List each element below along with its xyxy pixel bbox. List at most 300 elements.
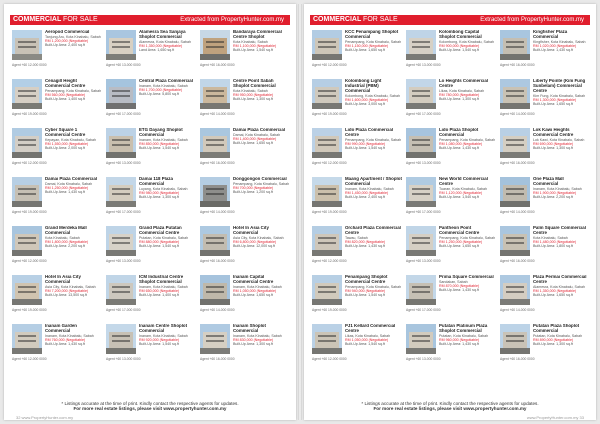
listing-title[interactable]: Inanam Garden Commercial: [45, 324, 77, 333]
listing-info: [345, 128, 402, 150]
listing-price: RM 850,000 (Negotiable): [139, 142, 180, 147]
listing-contact: Agent +60 17-000 0000: [406, 308, 441, 312]
listing-title[interactable]: Orchard Plaza Commercial Centre: [345, 226, 401, 235]
listing-title[interactable]: Plaza Permai Commercial Centre: [533, 275, 587, 284]
photo-window-row: [412, 335, 430, 337]
photo-ground: [500, 152, 530, 158]
listing-card[interactable]: [106, 29, 196, 77]
property-photo[interactable]: [406, 128, 436, 158]
listing-location: Inanam, Kota Kinabalu, Sabah: [45, 333, 94, 338]
listing-size: Built-Up Area: 1,540 sq.ft: [439, 195, 479, 200]
photo-window-row: [318, 291, 336, 293]
property-photo[interactable]: [200, 79, 230, 109]
photo-window-row: [506, 335, 524, 337]
property-photo[interactable]: [406, 30, 436, 60]
listing-price: RM 820,000 (Negotiable): [345, 240, 386, 245]
listing-title[interactable]: Lido Plaza Shoplot Commercial: [439, 128, 479, 137]
photo-window-row: [318, 41, 336, 43]
listing-price: RM 960,000 (Negotiable): [439, 338, 480, 343]
listing-location: Kepayan, Kota Kinabalu, Sabah: [45, 137, 96, 142]
listing-info: [233, 177, 290, 195]
listing-location: Kota Kinabalu, Sabah: [233, 39, 268, 44]
listing-title[interactable]: Penampang Shoplot Commercial Centre: [345, 275, 388, 284]
photo-ground: [12, 299, 42, 305]
property-photo[interactable]: [12, 324, 42, 354]
listing-info: [345, 177, 402, 199]
photo-ground: [12, 152, 42, 158]
property-photo[interactable]: [406, 79, 436, 109]
listing-contact: Agent +60 17-000 0000: [106, 308, 141, 312]
listing-card[interactable]: [106, 274, 196, 322]
listing-card[interactable]: [406, 78, 496, 126]
listing-contact: Agent +60 13-000 0000: [106, 259, 141, 263]
photo-ground: [312, 250, 342, 256]
listing-card[interactable]: [406, 274, 496, 322]
listing-contact: Agent +60 12-000 0000: [312, 161, 347, 165]
property-photo[interactable]: [500, 275, 530, 305]
listing-location: Kota Kinabalu, Sabah: [45, 235, 80, 240]
listing-card[interactable]: [500, 225, 590, 273]
right-page: [304, 4, 596, 420]
listing-card[interactable]: [406, 176, 496, 224]
listing-card[interactable]: [200, 127, 290, 175]
listing-location: Kota Kinabalu, Sabah: [233, 88, 268, 93]
property-photo[interactable]: [312, 324, 342, 354]
listing-price: RM 1,200,000 (Negotiable): [45, 39, 89, 44]
listing-price: RM 920,000 (Negotiable): [139, 338, 180, 343]
listing-card[interactable]: [500, 127, 590, 175]
listing-title[interactable]: Lido Plaza Commercial Centre: [345, 128, 394, 137]
listing-size: Built-Up Area: 1,540 sq.ft: [345, 342, 385, 347]
listing-size: Built-Up Area: 12,000 sq.ft: [233, 244, 275, 249]
listing-title[interactable]: Liberty Pointe (Kim Fung Sunbelam) Commercial Centre: [533, 79, 586, 93]
photo-window-row: [318, 46, 336, 48]
photo-ground: [200, 54, 230, 60]
listing-title[interactable]: Inanam Centre Shoplot Commercial: [139, 324, 188, 333]
listing-price: RM 560,000 (Negotiable): [45, 93, 86, 98]
property-photo[interactable]: [312, 128, 342, 158]
listing-title[interactable]: Hotel In Asia City Commercial: [233, 226, 269, 235]
listing-location: Kota Kinabalu, Sabah: [533, 235, 568, 240]
photo-ground: [406, 201, 436, 207]
photo-window-row: [112, 286, 130, 288]
property-photo[interactable]: [12, 128, 42, 158]
listing-price: RM 1,080,000 (Negotiable): [439, 142, 483, 147]
listing-contact: Agent +60 16-000 0000: [500, 259, 535, 263]
photo-window-row: [506, 286, 524, 288]
photo-window-row: [18, 340, 36, 342]
property-photo[interactable]: [500, 30, 530, 60]
listing-size: Built-Up Area: 1,300 sq.ft: [533, 342, 573, 347]
property-photo[interactable]: [500, 177, 530, 207]
listing-contact: Agent +60 14-000 0000: [200, 210, 235, 214]
listing-card[interactable]: [406, 127, 496, 175]
listing-card[interactable]: [200, 225, 290, 273]
listing-location: Kolombong, Kota Kinabalu, Sabah: [345, 93, 400, 98]
footnote: [304, 401, 596, 412]
listing-card[interactable]: [500, 274, 590, 322]
listing-location: Penampang, Kota Kinabalu, Sabah: [439, 137, 496, 142]
photo-ground: [12, 348, 42, 354]
listing-contact: Agent +60 17-000 0000: [406, 210, 441, 214]
photo-window-row: [506, 193, 524, 195]
listing-contact: Agent +60 14-000 0000: [500, 308, 535, 312]
listing-title[interactable]: Aeropod Commercial: [45, 30, 90, 34]
listing-size: Built-Up Area: 1,800 sq.ft: [533, 244, 573, 249]
listing-contact: Agent +60 12-000 0000: [312, 259, 347, 263]
listing-size: Built-Up Area: 1,400 sq.ft: [139, 293, 179, 298]
listing-contact: Agent +60 13-000 0000: [406, 357, 441, 361]
listing-location: Penampang, Kota Kinabalu, Sabah: [345, 284, 402, 289]
property-photo[interactable]: [500, 79, 530, 109]
property-photo[interactable]: [200, 226, 230, 256]
photo-window-row: [412, 286, 430, 288]
listing-location: Inanam, Kota Kinabalu, Sabah: [345, 186, 394, 191]
listing-card[interactable]: [312, 225, 402, 273]
listing-title[interactable]: Putatan Platinum Plaza Shoplot Commercial: [439, 324, 488, 333]
listing-price: RM 1,020,000 (Negotiable): [533, 44, 577, 49]
listing-info: [533, 128, 590, 150]
listing-info: [233, 275, 290, 297]
listing-contact: Agent +60 16-000 0000: [200, 161, 235, 165]
listing-info: [139, 177, 196, 199]
listing-card[interactable]: [200, 323, 290, 371]
footnote-disclaimer: * Listings accurate at the time of print. Kindly contact the respective agents for updates.: [361, 401, 539, 406]
property-photo[interactable]: [312, 226, 342, 256]
listing-location: Putatan, Kota Kinabalu, Sabah: [533, 333, 583, 338]
listing-location: Inanam, Kota Kinabalu, Sabah: [233, 333, 282, 338]
photo-window-row: [318, 139, 336, 141]
property-photo[interactable]: [312, 79, 342, 109]
listing-card[interactable]: [12, 127, 102, 175]
property-photo[interactable]: [12, 177, 42, 207]
listing-info: [233, 30, 290, 52]
photo-window-row: [18, 139, 36, 141]
listing-contact: Agent +60 19-000 0000: [12, 210, 47, 214]
listing-card[interactable]: [500, 78, 590, 126]
photo-window-row: [112, 144, 130, 146]
photo-ground: [500, 201, 530, 207]
photo-window-row: [412, 90, 430, 92]
listing-info: [45, 324, 102, 346]
photo-window-row: [412, 193, 430, 195]
photo-window-row: [506, 95, 524, 97]
listing-title[interactable]: Damai 118 Plaza Commercial: [139, 177, 173, 186]
listing-title[interactable]: ETG Dayang Shoplot Commercial: [139, 128, 183, 137]
photo-ground: [106, 54, 136, 60]
property-photo[interactable]: [406, 324, 436, 354]
section-header: [310, 15, 590, 25]
listing-title[interactable]: KCC Penampang Shoplot Commercial: [345, 30, 399, 39]
listing-card[interactable]: [406, 29, 496, 77]
listing-title[interactable]: Kolombong Capital Shoplot Commercial: [439, 30, 482, 39]
listing-card[interactable]: [106, 176, 196, 224]
listing-size: Built-Up Area: 1,430 sq.ft: [345, 244, 385, 249]
listing-title[interactable]: One Plaza Mall Commercial: [533, 177, 564, 186]
property-photo[interactable]: [12, 226, 42, 256]
listing-info: [533, 324, 590, 346]
source-credit: Extracted from PropertyHunter.com.my: [480, 17, 584, 23]
listing-card[interactable]: [406, 225, 496, 273]
photo-ground: [12, 54, 42, 60]
listing-price: RM 650,000 (Negotiable): [139, 289, 180, 294]
property-photo[interactable]: [200, 275, 230, 305]
listing-location: Alamesra, Kota Kinabalu, Sabah: [533, 284, 585, 289]
photo-window-row: [18, 188, 36, 190]
property-photo[interactable]: [200, 177, 230, 207]
listing-info: [233, 128, 290, 146]
property-photo[interactable]: [106, 177, 136, 207]
listing-title[interactable]: Cyber Square 1 Commercial Centre: [45, 128, 86, 137]
listing-location: Penampang, Kota Kinabalu, Sabah: [439, 235, 496, 240]
listing-size: Built-Up Area: 2,000 sq.ft: [45, 146, 85, 151]
photo-window-row: [18, 291, 36, 293]
listing-title[interactable]: Kolombong Light Industrial (PBM) Commercial: [345, 79, 382, 93]
photo-window-row: [206, 144, 224, 146]
listing-price: RM 1,900,000 (Negotiable): [533, 191, 577, 196]
listing-title[interactable]: Inanam Shoplot Commercial: [233, 324, 266, 333]
photo-window-row: [412, 237, 430, 239]
listing-location: Inanam, Kota Kinabalu, Sabah: [533, 186, 582, 191]
listing-title[interactable]: Centre Point Sabah Shoplot Commercial: [233, 79, 276, 88]
photo-window-row: [18, 41, 36, 43]
listing-location: Inanam, Kota Kinabalu, Sabah: [139, 333, 188, 338]
listing-title[interactable]: Kingfisher Plaza Commercial: [533, 30, 568, 39]
property-photo[interactable]: [312, 275, 342, 305]
listing-info: [439, 226, 496, 248]
property-photo[interactable]: [200, 30, 230, 60]
listing-contact: Agent +60 19-000 0000: [312, 308, 347, 312]
listing-card[interactable]: [500, 29, 590, 77]
listing-title[interactable]: Damai Plaza Commercial: [45, 177, 97, 181]
photo-window-row: [112, 41, 130, 43]
listing-contact: Agent +60 16-000 0000: [200, 63, 235, 67]
listing-title[interactable]: Lok Kawi Heights Commercial Centre: [533, 128, 574, 137]
listing-title[interactable]: Prima Square Commercial: [439, 275, 494, 279]
property-photo[interactable]: [500, 128, 530, 158]
photo-window-row: [206, 291, 224, 293]
listing-location: Inanam, Kota Kinabalu, Sabah: [233, 284, 282, 289]
listing-price: RM 1,300,000 (Negotiable): [533, 97, 577, 102]
listing-card[interactable]: [12, 274, 102, 322]
listing-title[interactable]: Damai Plaza Commercial: [233, 128, 285, 132]
listing-title[interactable]: PJ1 Kellard Commercial Centre: [345, 324, 396, 333]
photo-window-row: [112, 90, 130, 92]
property-photo[interactable]: [12, 30, 42, 60]
listing-size: Built-Up Area: 1,650 sq.ft: [233, 293, 273, 298]
photo-ground: [106, 152, 136, 158]
listing-price: RM 6,800,000 (Negotiable): [233, 240, 277, 245]
listing-card[interactable]: [12, 176, 102, 224]
listing-card[interactable]: [500, 176, 590, 224]
photo-ground: [106, 250, 136, 256]
listing-size: Built-Up Area: 1,650 sq.ft: [345, 48, 385, 53]
listing-info: [439, 324, 496, 346]
listing-card[interactable]: [200, 274, 290, 322]
property-photo[interactable]: [500, 324, 530, 354]
listing-price: RM 1,550,000 (Negotiable): [45, 142, 89, 147]
listing-size: Built-Up Area: 1,300 sq.ft: [139, 195, 179, 200]
listing-price: RM 1,800,000 (Negotiable): [45, 240, 89, 245]
photo-ground: [312, 54, 342, 60]
photo-window-row: [412, 41, 430, 43]
photo-ground: [200, 299, 230, 305]
property-photo[interactable]: [106, 128, 136, 158]
photo-window-row: [506, 139, 524, 141]
listing-size: Built-Up Area: 1,540 sq.ft: [345, 293, 385, 298]
listing-price: RM 7,200,000 (Negotiable): [45, 289, 89, 294]
listing-info: [139, 226, 196, 248]
listing-card[interactable]: [12, 29, 102, 77]
listing-size: Built-Up Area: 5,800 sq.ft: [139, 92, 179, 97]
listing-contact: Agent +60 12-000 0000: [312, 357, 347, 361]
listing-location: Tuaran, Kota Kinabalu, Sabah: [439, 186, 488, 191]
listing-info: [533, 275, 590, 297]
photo-window-row: [412, 188, 430, 190]
listing-contact: Agent +60 12-000 0000: [12, 161, 47, 165]
photo-window-row: [206, 188, 224, 190]
listing-title[interactable]: Lo Heights Commercial Centre: [439, 79, 489, 88]
listing-size: Built-Up Area: 1,430 sq.ft: [533, 48, 573, 53]
photo-window-row: [206, 242, 224, 244]
photo-window-row: [318, 340, 336, 342]
photo-window-row: [112, 340, 130, 342]
photo-window-row: [112, 193, 130, 195]
listing-card[interactable]: [200, 29, 290, 77]
photo-ground: [106, 348, 136, 354]
listing-card[interactable]: [106, 225, 196, 273]
listing-price: RM 700,000 (Negotiable): [233, 186, 274, 191]
property-photo[interactable]: [406, 177, 436, 207]
listing-title[interactable]: Putatan Plaza Shoplot Commercial: [533, 324, 580, 333]
listing-contact: Agent +60 19-000 0000: [312, 112, 347, 116]
listing-contact: Agent +60 16-000 0000: [500, 63, 535, 67]
listing-price: RM 1,700,000 (Negotiable): [139, 88, 183, 93]
photo-ground: [406, 299, 436, 305]
photo-window-row: [412, 95, 430, 97]
photo-window-row: [112, 139, 130, 141]
listing-price: RM 940,000 (Negotiable): [345, 289, 386, 294]
listing-title[interactable]: Central Plaza Commercial: [139, 79, 193, 83]
listing-contact: Agent +60 14-000 0000: [500, 112, 535, 116]
listing-card[interactable]: [312, 29, 402, 77]
property-photo[interactable]: [312, 30, 342, 60]
listing-contact: Agent +60 19-000 0000: [312, 210, 347, 214]
footnote-website: For more real estate listings, please visit www.propertyhunter.com.my: [73, 406, 227, 412]
listing-card[interactable]: [106, 323, 196, 371]
listing-location: Lok Kawi, Kota Kinabalu, Sabah: [533, 137, 585, 142]
listing-size: Built-Up Area: 1,430 sq.ft: [439, 146, 479, 151]
listing-card[interactable]: [12, 323, 102, 371]
listing-location: Likas, Kota Kinabalu, Sabah: [345, 333, 391, 338]
listing-location: Penampang, Kota Kinabalu, Sabah: [45, 88, 102, 93]
property-photo[interactable]: [406, 275, 436, 305]
listing-location: Inanam, Kota Kinabalu, Sabah: [139, 137, 188, 142]
photo-window-row: [506, 90, 524, 92]
listing-contact: Agent +60 13-000 0000: [106, 161, 141, 165]
listing-info: [439, 30, 496, 52]
listing-contact: Agent +60 17-000 0000: [106, 210, 141, 214]
listing-info: [345, 226, 402, 248]
listing-title[interactable]: New World Commercial Centre: [439, 177, 488, 186]
listing-card[interactable]: [500, 323, 590, 371]
listing-info: [45, 226, 102, 248]
listing-card[interactable]: [312, 176, 402, 224]
listing-info: [233, 226, 290, 248]
listing-card[interactable]: [106, 78, 196, 126]
listing-price: RM 1,480,000 (Negotiable): [533, 240, 577, 245]
listing-card[interactable]: [12, 78, 102, 126]
listing-card[interactable]: [312, 78, 402, 126]
property-photo[interactable]: [12, 79, 42, 109]
listing-location: Penampang, Kota Kinabalu, Sabah: [345, 137, 402, 142]
listing-info: [45, 30, 102, 48]
property-photo[interactable]: [200, 324, 230, 354]
photo-window-row: [112, 188, 130, 190]
listing-size: Built-Up Area: 1,300 sq.ft: [233, 97, 273, 102]
listing-title[interactable]: Inanam Capital Commercial Centre: [233, 275, 274, 284]
listing-title[interactable]: Grand Merdeka Mall Commercial: [45, 226, 87, 235]
listing-title[interactable]: Cenagill Height Commercial Centre: [45, 79, 86, 88]
listing-card[interactable]: [200, 78, 290, 126]
photo-window-row: [506, 242, 524, 244]
listing-title[interactable]: Palm Square Commercial Centre: [533, 226, 586, 235]
listing-card[interactable]: [406, 323, 496, 371]
listing-card[interactable]: [200, 176, 290, 224]
photo-ground: [312, 103, 342, 109]
photo-window-row: [206, 237, 224, 239]
listing-info: [439, 177, 496, 199]
listing-title[interactable]: Donggongon Commercial: [233, 177, 287, 181]
listing-title[interactable]: Hotel In Asia City Commercial: [45, 275, 81, 284]
photo-window-row: [506, 46, 524, 48]
property-photo[interactable]: [12, 275, 42, 305]
property-photo[interactable]: [500, 226, 530, 256]
listing-location: Inanam, Kota Kinabalu, Sabah: [139, 83, 188, 88]
property-photo[interactable]: [406, 226, 436, 256]
property-photo[interactable]: [200, 128, 230, 158]
listing-contact: Agent +60 12-000 0000: [312, 63, 347, 67]
photo-window-row: [206, 193, 224, 195]
listing-price: RM 1,100,000 (Negotiable): [233, 44, 277, 49]
listing-title[interactable]: Alamesra Sea Sanjaya Shoplot Commercial: [139, 30, 186, 39]
property-photo[interactable]: [106, 275, 136, 305]
listing-title[interactable]: Pantheon Point Commercial Centre: [439, 226, 480, 235]
photo-window-row: [506, 188, 524, 190]
property-photo[interactable]: [106, 79, 136, 109]
photo-ground: [106, 299, 136, 305]
listing-title[interactable]: ICM Industrial Centre Shoplot Commercial: [139, 275, 184, 284]
listing-location: Kolombong, Kota Kinabalu, Sabah: [439, 39, 494, 44]
property-photo[interactable]: [106, 226, 136, 256]
section-title: [313, 16, 398, 24]
listing-card[interactable]: [312, 127, 402, 175]
listing-card[interactable]: [106, 127, 196, 175]
listing-size: Built-Up Area: 1,300 sq.ft: [439, 97, 479, 102]
property-photo[interactable]: [312, 177, 342, 207]
photo-window-row: [112, 46, 130, 48]
listing-title[interactable]: Bandaraya Commercial Centre Shoplot: [233, 30, 282, 39]
property-photo[interactable]: [106, 30, 136, 60]
listing-title[interactable]: Grand Plaza Putatan Commercial Centre: [139, 226, 182, 235]
listing-title[interactable]: Maang Apartment / Shoplot Commercial: [345, 177, 402, 186]
listing-card[interactable]: [12, 225, 102, 273]
listing-card[interactable]: [312, 323, 402, 371]
listing-card[interactable]: [312, 274, 402, 322]
photo-window-row: [18, 144, 36, 146]
property-photo[interactable]: [106, 324, 136, 354]
listing-info: [45, 128, 102, 150]
